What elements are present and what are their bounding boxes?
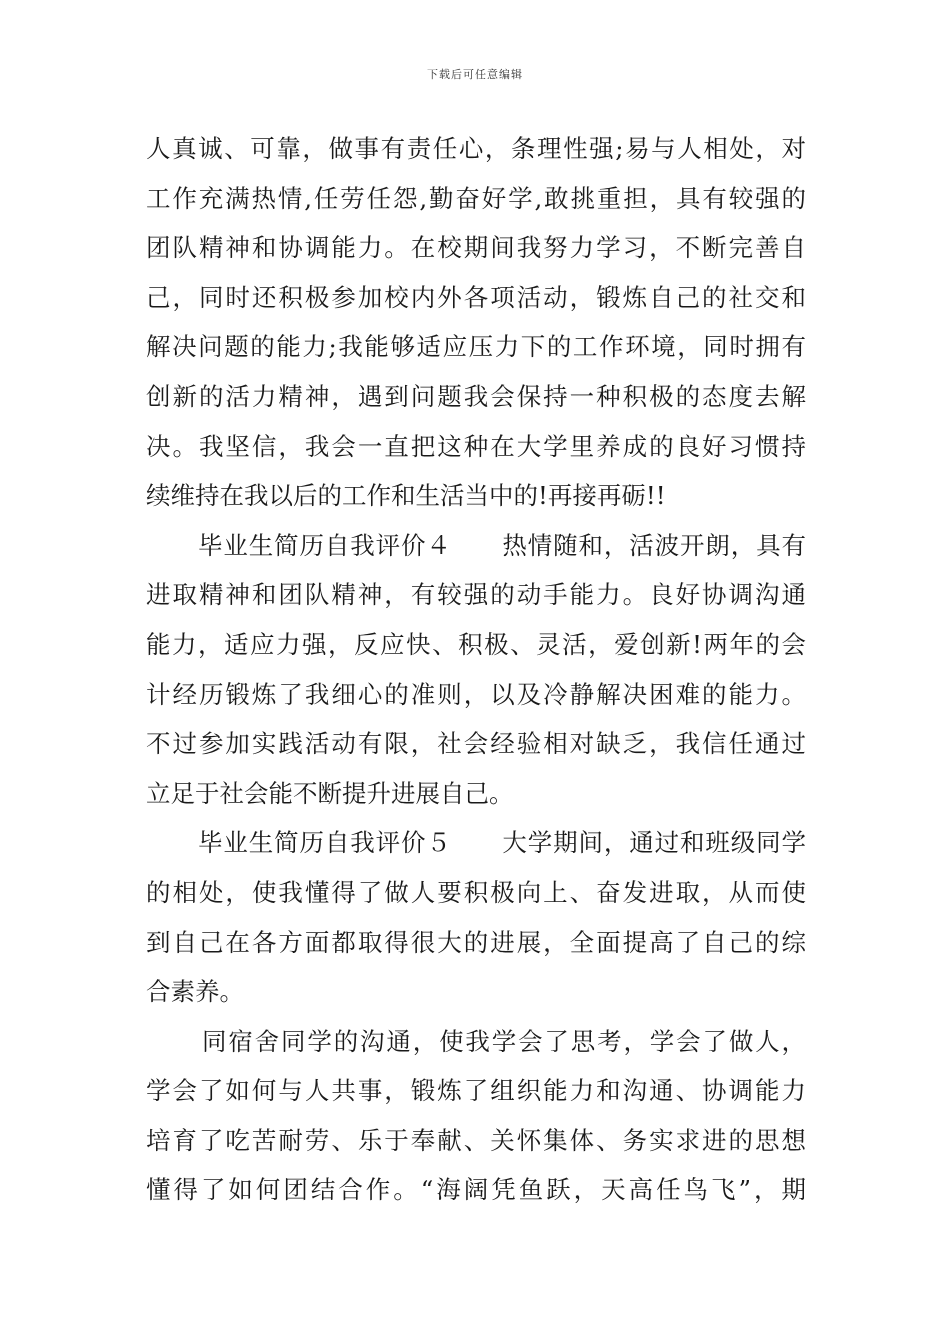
text-line: 到自己在各方面都取得很大的进展，全面提高了自己的综 xyxy=(146,927,806,957)
text-line: 团队精神和协调能力。在校期间我努力学习，不断完善自 xyxy=(146,233,806,263)
text-line: 计经历锻炼了我细心的准则，以及冷静解决困难的能力。 xyxy=(146,679,806,709)
text-line: 能力，适应力强，反应快、积极、灵活，爱创新!两年的会 xyxy=(146,629,806,659)
text-line: 人真诚、可靠，做事有责任心，条理性强;易与人相处，对 xyxy=(146,134,806,163)
text-line: 创新的活力精神，遇到问题我会保持一种积极的态度去解 xyxy=(146,381,806,411)
text-line: 立足于社会能不断提升进展自己。 xyxy=(146,778,514,808)
text-line: 毕业生简历自我评价４ 热情随和，活波开朗，具有 xyxy=(198,530,806,560)
text-line: 不过参加实践活动有限，社会经验相对缺乏，我信任通过 xyxy=(146,729,806,759)
text-line: 培育了吃苦耐劳、乐于奉献、关怀集体、务实求进的思想 xyxy=(146,1125,806,1155)
paragraph xyxy=(146,521,806,819)
text-line: 进取精神和团队精神，有较强的动手能力。良好协调沟通 xyxy=(146,580,806,610)
paragraph xyxy=(146,1017,806,1215)
text-line: 同宿舍同学的沟通，使我学会了思考，学会了做人， xyxy=(202,1026,806,1056)
text-line: 合素养。 xyxy=(146,977,244,1007)
text-line: 解决问题的能力;我能够适应压力下的工作环境，同时拥有 xyxy=(146,332,806,362)
text-line: 毕业生简历自我评价５ 大学期间，通过和班级同学 xyxy=(198,828,806,858)
text-line: 的相处，使我懂得了做人要积极向上、奋发进取，从而使 xyxy=(146,877,806,907)
text-line: 学会了如何与人共事，锻炼了组织能力和沟通、协调能力 xyxy=(146,1076,806,1106)
page-header: 下载后可任意编辑 xyxy=(427,68,523,81)
paragraph xyxy=(146,124,806,521)
document-body xyxy=(146,124,806,1215)
text-line: 决。我坚信，我会一直把这种在大学里养成的良好习惯持 xyxy=(146,431,806,461)
text-line: 工作充满热情,任劳任怨,勤奋好学,敢挑重担，具有较强的 xyxy=(146,183,806,213)
paragraph xyxy=(146,818,806,1016)
text-line: 懂得了如何团结合作。“海阔凭鱼跃，天高任鸟飞”，期 xyxy=(146,1175,806,1205)
text-line: 己，同时还积极参加校内外各项活动，锻炼自己的社交和 xyxy=(146,282,806,312)
text-line: 续维持在我以后的工作和生活当中的!再接再砺!! xyxy=(146,481,666,511)
